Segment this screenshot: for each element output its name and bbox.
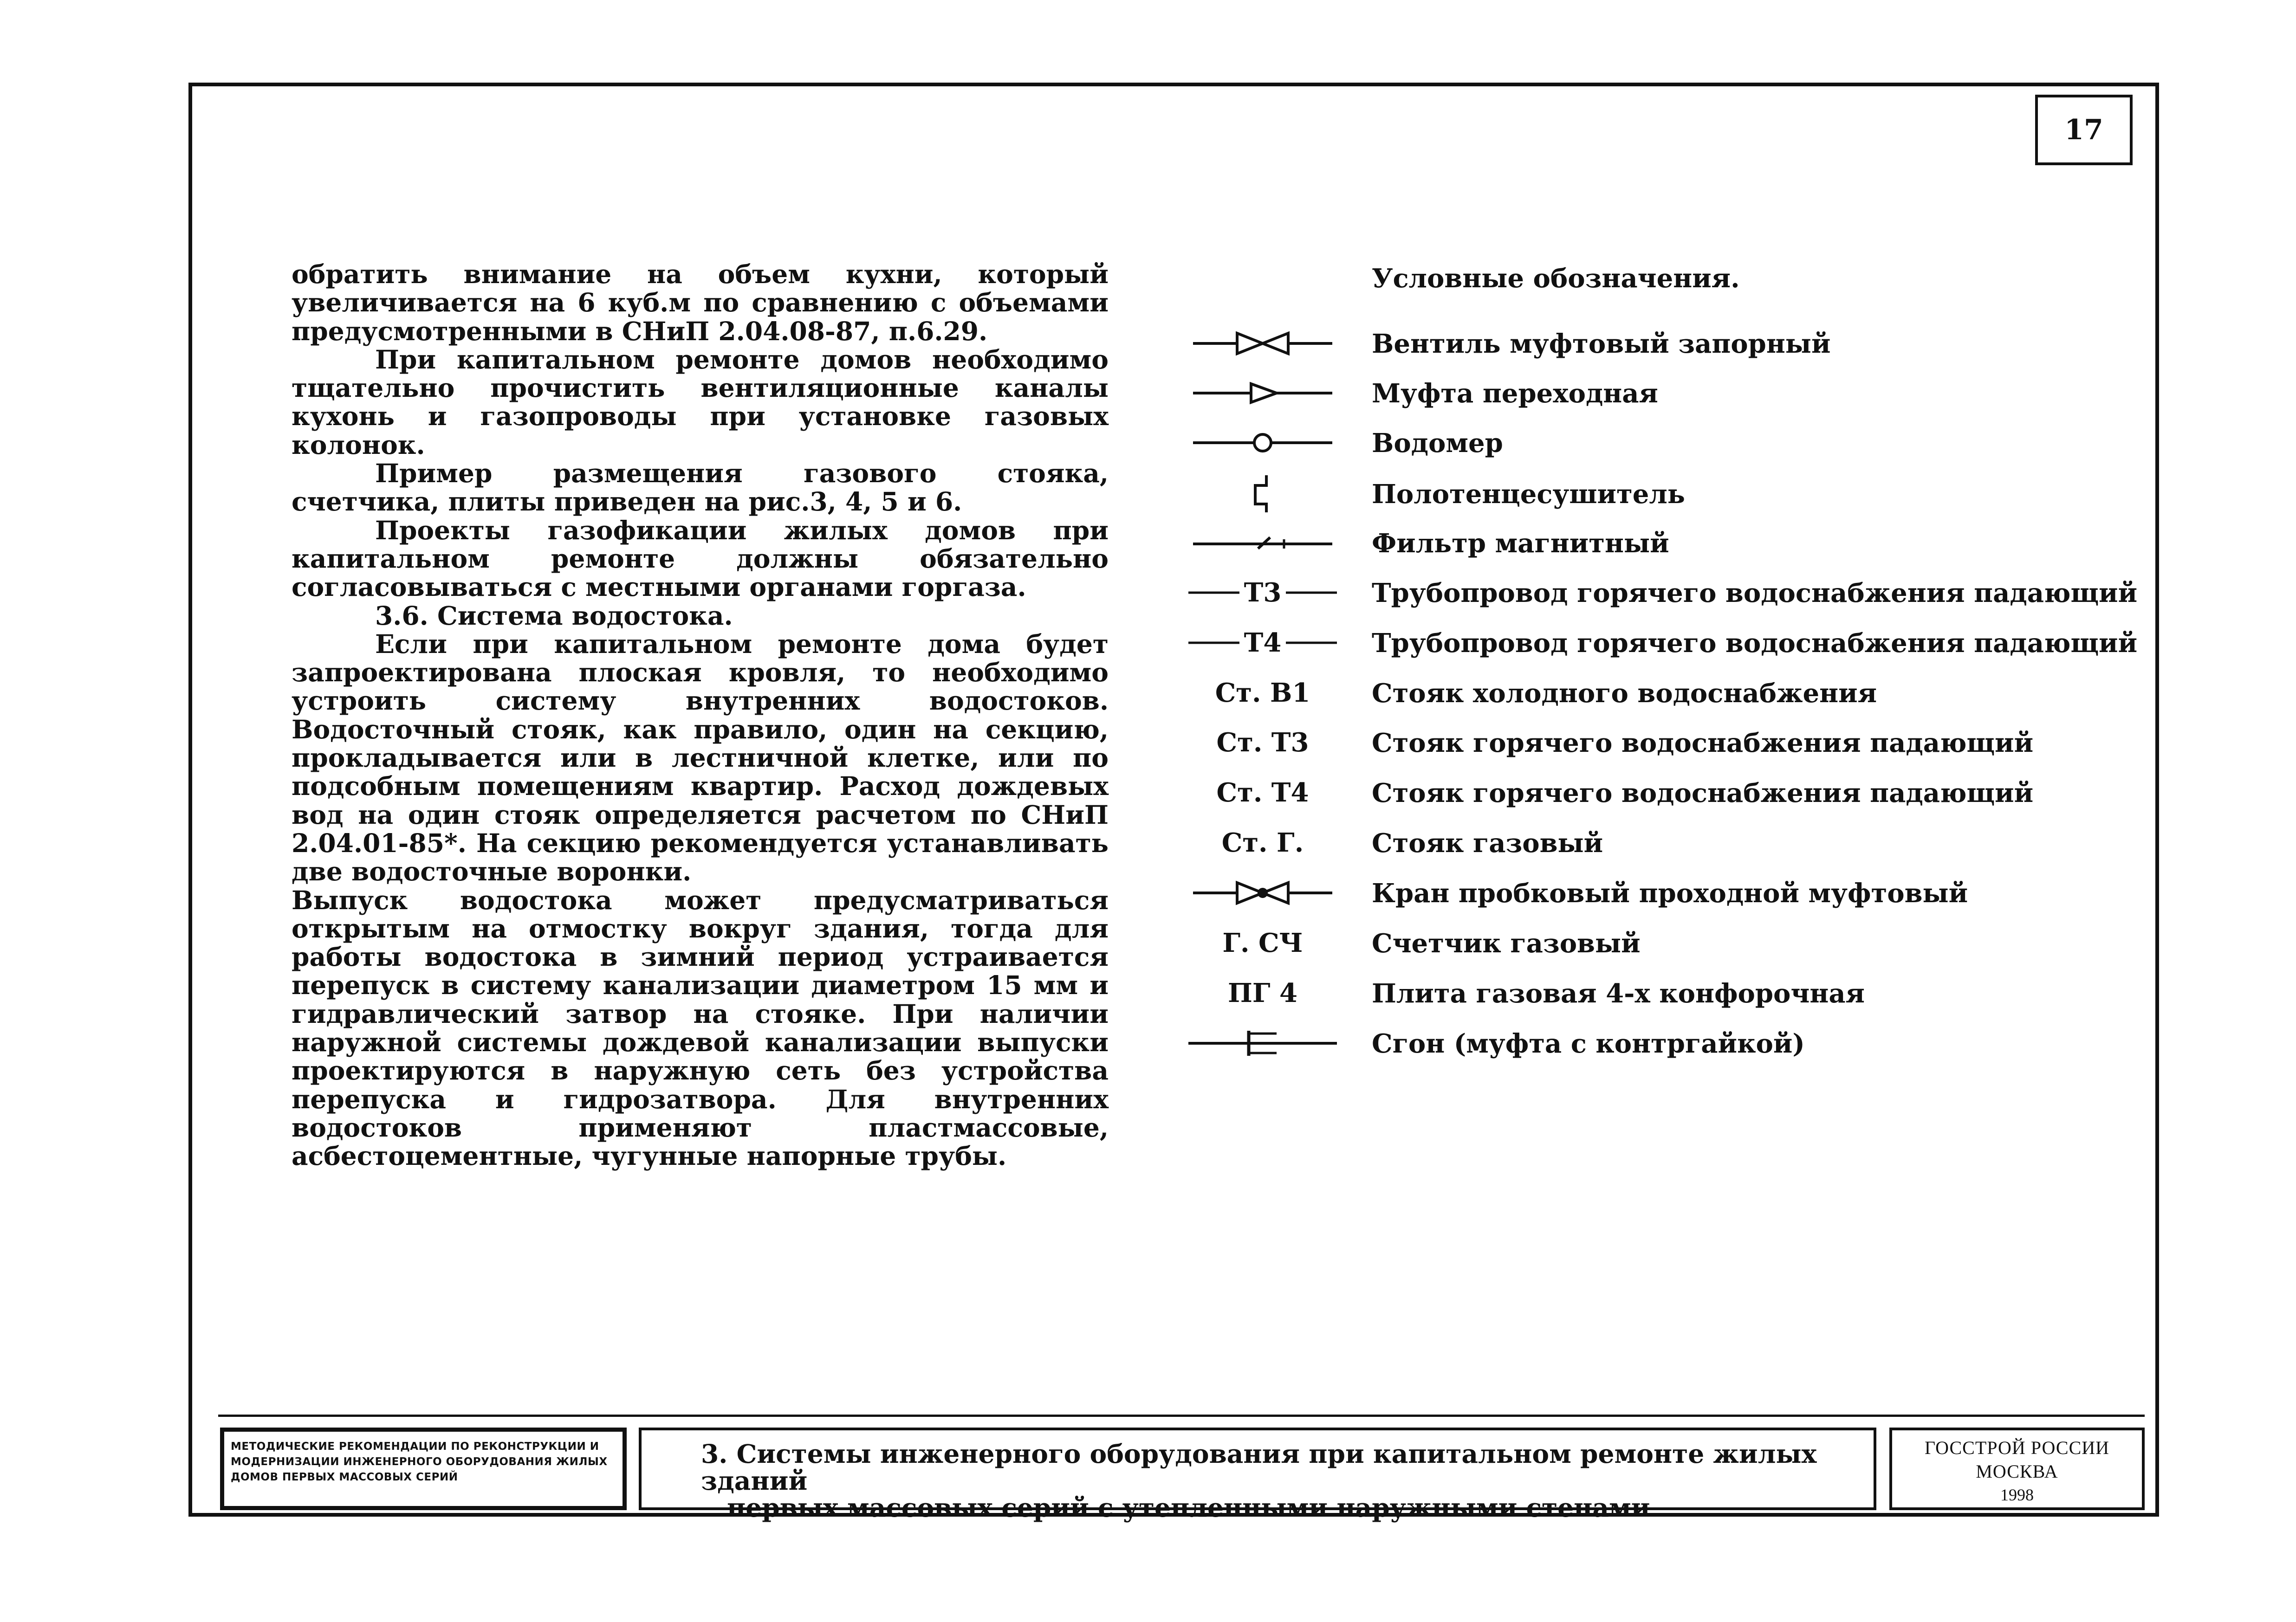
sheet-title-line1: 3. Системы инженерного оборудования при капитальном ремонте жилых зданий xyxy=(701,1439,1817,1496)
pipe-t3-symbol xyxy=(1179,574,1346,611)
legend-label: Полотенцесушитель xyxy=(1372,479,1685,510)
riser-code: Ст. Г. xyxy=(1221,827,1304,858)
sheet-title xyxy=(639,1428,1876,1523)
body-paragraph-7: Выпуск водостока может предусматриваться открытым на отмостку вокруг здания, тогда для работы водостока в зимний период устраивается перепуск в систему канализации диаметром 15 мм и гидравлический затвор на стояке. При наличии наружной системы дождевой канализации выпуски проектируются в наружную сеть без устройства перепуска и гидрозатвора. Для внутренних водостоков применяют пластмассовые, асбестоцементные, чугунные напорные трубы. xyxy=(292,885,1109,1171)
page-number: 17 xyxy=(2035,95,2133,165)
body-paragraph-1: обратить внимание на объем кухни, который увеличивается на 6 куб.м по сравнению с объемами предусмотренными в СНиП 2.04.08-87, п.6.29. xyxy=(292,259,1109,346)
legend-title: Условные обозначения. xyxy=(1372,263,1740,294)
riser-code: Ст. Т3 xyxy=(1216,727,1309,758)
pipe-code: Т4 xyxy=(1244,627,1282,658)
legend-label: Сгон (муфта с контргайкой) xyxy=(1372,1028,1805,1059)
legend-item-st-v1 xyxy=(1179,674,2145,711)
body-text xyxy=(292,260,1109,1170)
valve-icon xyxy=(1179,325,1346,362)
legend-label: Трубопровод горячего водоснабжения падающий xyxy=(1372,628,2138,659)
body-paragraph-2: При капитальном ремонте домов необходимо тщательно прочистить вентиляционные каналы кухонь и газопроводы при установке газовых колонок. xyxy=(292,344,1109,460)
legend-label: Муфта переходная xyxy=(1372,378,1658,409)
legend-item-towel-dryer xyxy=(1179,475,2145,512)
code-cell xyxy=(1179,674,1346,711)
legend-item-st-t4 xyxy=(1179,774,2145,811)
towel-dryer-icon xyxy=(1179,475,1346,512)
legend-item-valve xyxy=(1179,325,2145,362)
legend-label: Стояк газовый xyxy=(1372,828,1603,859)
legend-item-coupling xyxy=(1179,1025,2145,1062)
code-cell xyxy=(1179,924,1346,962)
code-cell xyxy=(1179,824,1346,861)
stove-code: ПГ 4 xyxy=(1227,978,1297,1008)
pipe-t4-symbol xyxy=(1179,624,1346,661)
legend-label: Кран пробковый проходной муфтовый xyxy=(1372,878,1968,909)
legend-item-water-meter xyxy=(1179,424,2145,461)
legend-label: Стояк горячего водоснабжения падающий xyxy=(1372,728,2034,758)
legend-label: Стояк холодного водоснабжения xyxy=(1372,678,1877,709)
organization-city: МОСКВА xyxy=(1976,1461,2058,1482)
legend-label: Счетчик газовый xyxy=(1372,928,1641,959)
organization-block xyxy=(1889,1428,2145,1510)
meter-code: Г. СЧ xyxy=(1222,928,1303,958)
organization-year: 1998 xyxy=(2000,1486,2034,1504)
legend-item-pipe-t3 xyxy=(1179,574,2145,611)
legend-item-st-g xyxy=(1179,824,2145,861)
body-paragraph-6: Если при капитальном ремонте дома будет запроектирована плоская кровля, то необходимо устроить систему внутренних водостоков. Водосточный стояк, как правило, один на секцию, прокладывается или в лестничной клетке, или по подсобным помещениям квартир. Расход дождевых вод на один стояк определяется расчетом по СНиП 2.04.01-85*. На секцию рекомендуется устанавливать две водосточные воронки. xyxy=(292,628,1109,887)
riser-code: Ст. Т4 xyxy=(1216,777,1309,808)
legend-label: Водомер xyxy=(1372,428,1503,459)
organization-name: ГОССТРОЙ РОССИИ xyxy=(1924,1437,2110,1458)
legend-label: Трубопровод горячего водоснабжения падающий xyxy=(1372,578,2138,608)
coupling-icon xyxy=(1179,1025,1346,1062)
legend-item-plug-valve xyxy=(1179,874,2145,911)
riser-code: Ст. В1 xyxy=(1215,678,1310,708)
code-cell xyxy=(1179,975,1346,1012)
body-paragraph-3: Пример размещения газового стояка, счетчика, плиты приведен на рис.3, 4, 5 и 6. xyxy=(292,458,1109,517)
legend-item-pipe-t4 xyxy=(1179,624,2145,661)
code-cell xyxy=(1179,774,1346,811)
title-block-rule xyxy=(218,1415,2145,1417)
legend-item-magnetic-filter xyxy=(1179,524,2145,562)
legend-label: Плита газовая 4-х конфорочная xyxy=(1372,978,1865,1009)
legend-item-adapter xyxy=(1179,375,2145,412)
adapter-icon xyxy=(1179,375,1346,412)
legend-label: Вентиль муфтовый запорный xyxy=(1372,329,1831,359)
section-heading: 3.6. Система водостока. xyxy=(375,600,733,631)
legend-item-st-t3 xyxy=(1179,724,2145,761)
magnetic-filter-icon xyxy=(1179,524,1346,562)
series-stamp: МЕТОДИЧЕСКИЕ РЕКОМЕНДАЦИИ ПО РЕКОНСТРУКЦИИ И МОДЕРНИЗАЦИИ ИНЖЕНЕРНОГО ОБОРУДОВАНИЯ ЖИЛЫХ ДОМОВ ПЕРВЫХ МАССОВЫХ СЕРИЙ xyxy=(220,1428,627,1510)
legend-label: Стояк горячего водоснабжения падающий xyxy=(1372,778,2034,808)
water-meter-icon xyxy=(1179,424,1346,461)
legend-item-gas-meter xyxy=(1179,924,2145,962)
body-paragraph-4: Проекты газофикации жилых домов при капитальном ремонте должны обязательно согласовываться с местными органами горгаза. xyxy=(292,515,1109,602)
plug-valve-icon xyxy=(1179,874,1346,911)
legend-label: Фильтр магнитный xyxy=(1372,528,1669,559)
pipe-code: Т3 xyxy=(1244,577,1282,608)
legend-item-gas-stove xyxy=(1179,975,2145,1012)
sheet-title-line2: первых массовых серий с утепленными наружными стенами xyxy=(727,1493,1650,1523)
code-cell xyxy=(1179,724,1346,761)
